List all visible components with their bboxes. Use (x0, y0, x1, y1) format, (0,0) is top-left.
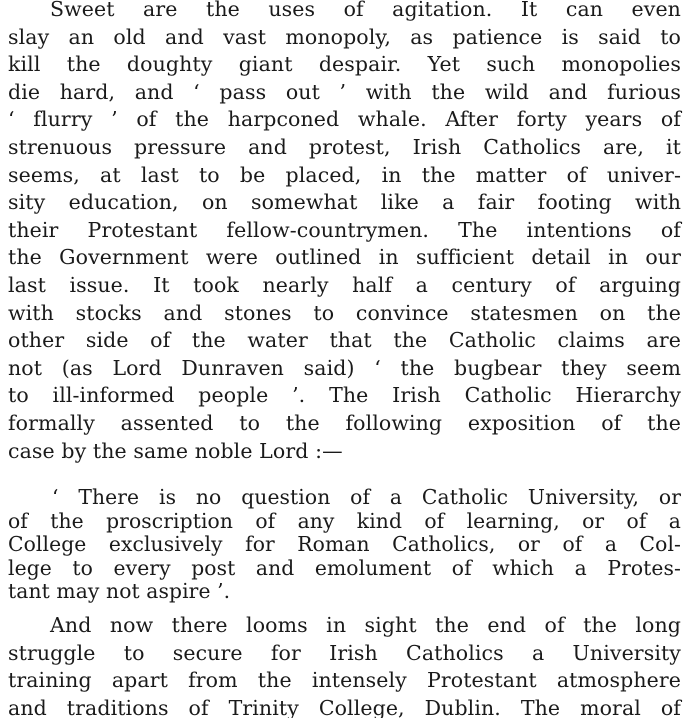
text-line: And now there looms in sight the end of the long (50, 613, 681, 637)
text-line: the Government were outlined in sufficient detail in our (8, 245, 681, 270)
text-line: Sweet are the uses of agitation. It can even (50, 0, 681, 21)
text-line: slay an old and vast monopoly, as patience is said to (8, 24, 681, 49)
text-line: kill the doughty giant despair. Yet such monopolies (8, 52, 681, 77)
text-line: other side of the water that the Catholic claims are (8, 328, 681, 353)
text-line: to ill-informed people ’. The Irish Catholic Hierarchy (8, 383, 681, 408)
quote-line: of the proscription of any kind of learning, or of a (8, 508, 681, 533)
quote-line: ‘ There is no question of a Catholic University, or (52, 485, 681, 509)
quote-line: lege to every post and emolument of which a Protes- (8, 555, 681, 580)
quote-line: tant may not aspire ’. (8, 579, 231, 603)
text-line: last issue. It took nearly half a century of arguing (8, 272, 681, 297)
block-quote-dunraven (0, 486, 687, 604)
text-line: training apart from the intensely Protestant atmosphere (8, 668, 681, 693)
text-line: struggle to secure for Irish Catholics a University (8, 640, 681, 665)
text-line: with stocks and stones to convince statesmen on the (8, 300, 681, 325)
text-line: not (as Lord Dunraven said) ‘ the bugbear they seem (8, 355, 681, 380)
text-line: formally assented to the following exposition of the (8, 410, 681, 435)
text-line: case by the same noble Lord :— (8, 438, 343, 463)
text-line: die hard, and ‘ pass out ’ with the wild and furious (8, 79, 681, 104)
text-line: their Protestant fellow-countrymen. The intentions of (8, 217, 681, 242)
text-line: strenuous pressure and protest, Irish Catholics are, it (8, 134, 681, 159)
text-line: and traditions of Trinity College, Dublin. The moral of (8, 695, 681, 718)
paragraph-university-struggle (0, 612, 687, 718)
text-line: ‘ flurry ’ of the harpconed whale. After forty years of (8, 107, 681, 132)
text-line: seems, at last to be placed, in the matter of univer- (8, 162, 681, 187)
quote-line: College exclusively for Roman Catholics, or of a Col- (8, 532, 681, 556)
text-line: sity education, on somewhat like a fair footing with (8, 190, 681, 215)
